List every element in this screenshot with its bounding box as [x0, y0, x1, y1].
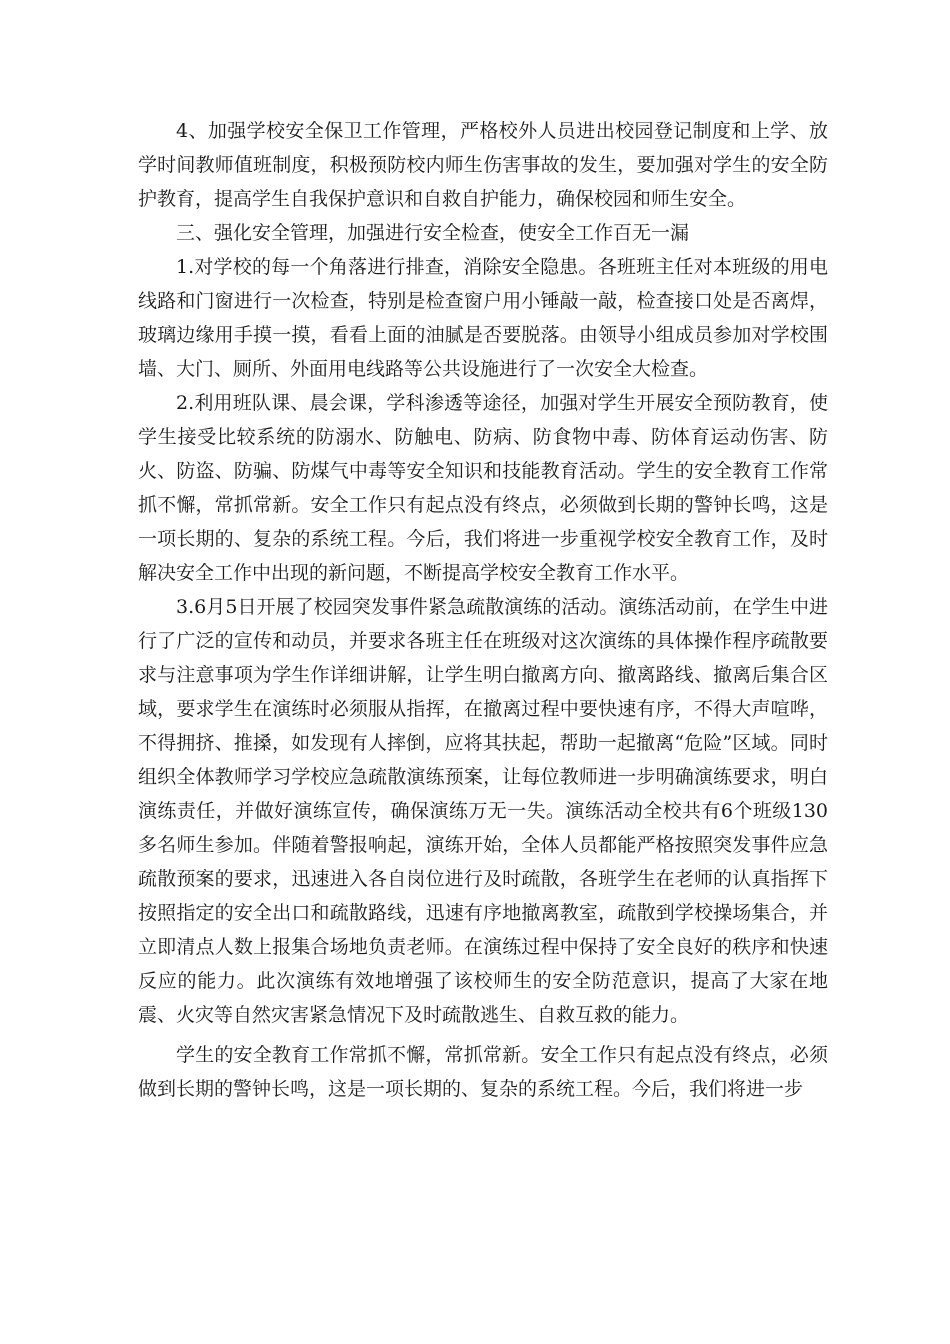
- paragraph-inspection: 1.对学校的每一个角落进行排查，消除安全隐患。各班班主任对本班级的用电线路和门窗进行一次检查，特别是检查窗户用小锤敲一敲，检查接口处是否离焊，玻璃边缘用手摸一摸，看看上面的油腻是否要脱落。由领导小组成员参加对学校围墙、大门、厕所、外面用电线路等公共设施进行了一次安全大检查。: [138, 256, 828, 380]
- paragraph-education: 2.利用班队课、晨会课，学科渗透等途径，加强对学生开展安全预防教育，使学生接受比较系统的防溺水、防触电、防病、防食物中毒、防体育运动伤害、防火、防盗、防骗、防煤气中毒等安全知识和技能教育活动。学生的安全教育工作常抓不懈，常抓常新。安全工作只有起点没有终点，必须做到长期的警钟长鸣，这是一项长期的、复杂的系统工程。今后，我们将进一步重视学校安全教育工作，及时解决安全工作中出现的新问题，不断提高学校安全教育工作水平。: [138, 392, 828, 584]
- section-heading-three: 三、强化安全管理，加强进行安全检查，使安全工作百无一漏: [176, 222, 690, 244]
- paragraph-evacuation-drill: 3.6月5日开展了校园突发事件紧急疏散演练的活动。演练活动前，在学生中进行了广泛的宣传和动员，并要求各班主任在班级对这次演练的具体操作程序疏散要求与注意事项为学生作详细讲解，让学生明白撤离方向、撤离路线、撤离后集合区域，要求学生在演练时必须服从指挥，在撤离过程中要快速有序，不得大声喧哗，不得拥挤、推搡，如发现有人摔倒，应将其扶起，帮助一起撤离“危险”区域。同时组织全体教师学习学校应急疏散演练预案，让每位教师进一步明确演练要求，明白演练责任，并做好演练宣传，确保演练万无一失。演练活动全校共有6个班级130多名师生参加。伴随着警报响起，演练开始，全体人员都能严格按照突发事件应急疏散预案的要求，迅速进入各自岗位进行及时疏散，各班学生在老师的认真指挥下按照指定的安全出口和疏散路线，迅速有序地撤离教室，疏散到学校操场集合，并立即清点人数上报集合场地负责老师。在演练过程中保持了安全良好的秩序和快速反应的能力。此次演练有效地增强了该校师生的安全防范意识，提高了大家在地震、火灾等自然灾害紧急情况下及时疏散逃生、自救互救的能力。: [138, 596, 828, 1026]
- paragraph-conclusion: 学生的安全教育工作常抓不懈，常抓常新。安全工作只有起点没有终点，必须做到长期的警钟长鸣，这是一项长期的、复杂的系统工程。今后，我们将进一步: [138, 1044, 828, 1100]
- document-body: [138, 114, 828, 1106]
- paragraph-safety-management: 4、加强学校安全保卫工作管理，严格校外人员进出校园登记制度和上学、放学时间教师值班制度，积极预防校内师生伤害事故的发生，要加强对学生的安全防护教育，提高学生自我保护意识和自救自护能力，确保校园和师生安全。: [138, 120, 828, 210]
